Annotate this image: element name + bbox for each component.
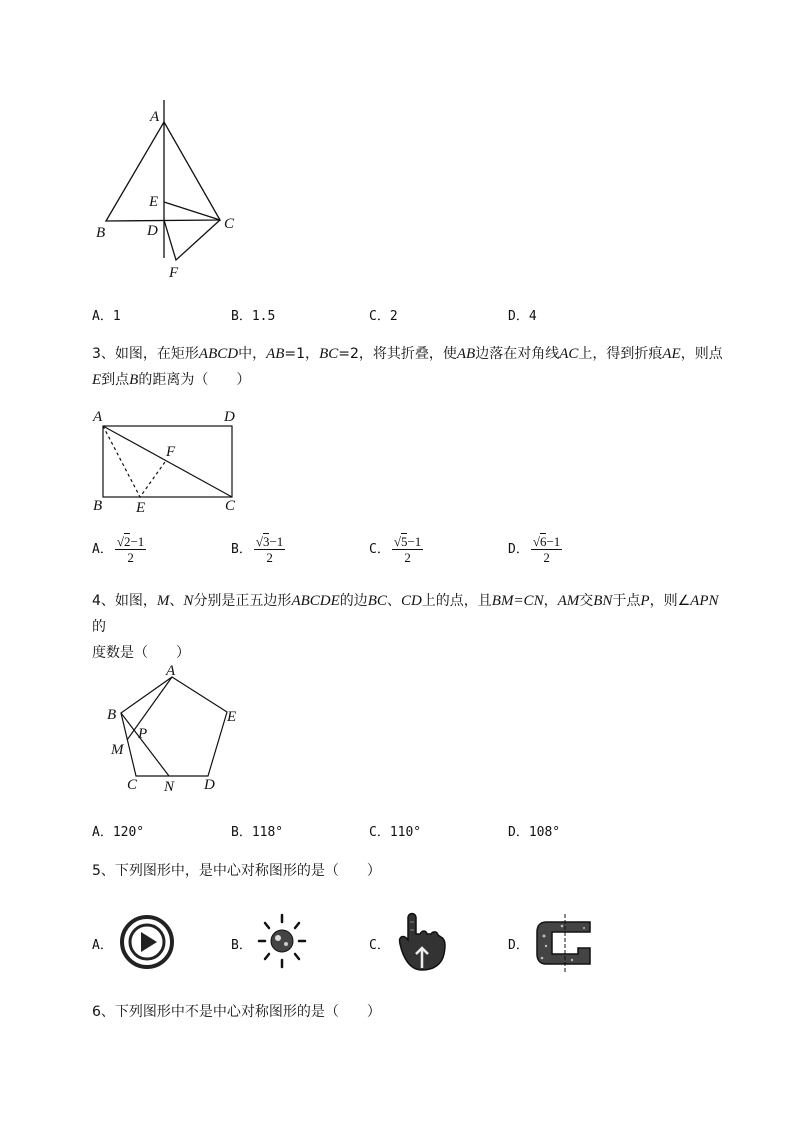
label-m: M (111, 742, 124, 758)
label-n: N (164, 779, 175, 795)
q3-stem: 3、如图，在矩形ABCD中，AB=1，BC=2，将其折叠，使AB边落在对角线AC上，得到折痕AE，则点 E到点B的距离为（ ） (92, 346, 723, 388)
q2-option-d[interactable]: D．4 (508, 309, 537, 324)
triangle-dfc (164, 220, 220, 260)
label-e: E (136, 500, 146, 516)
q5-option-d[interactable]: D． (508, 938, 529, 953)
q4-stem: 4、如图，M、N分别是正五边形ABCDE的边BC、CD上的点，且BM=CN，AM交BN于点P，则∠APN的 度数是（ ） (92, 593, 719, 661)
label-e: E (149, 194, 159, 210)
q4-option-d[interactable]: D．108° (508, 825, 561, 840)
label-c: C (224, 216, 235, 232)
label-a: A (166, 663, 176, 679)
q2-option-b[interactable]: B．1.5 (231, 309, 276, 324)
triangle-abc (106, 122, 220, 221)
q6-stem: 6、下列图形中不是中心对称图形的是（ ） (92, 1004, 381, 1020)
label-b: B (93, 498, 103, 514)
label-d: D (147, 223, 158, 239)
q5-option-a[interactable]: A． (92, 938, 113, 953)
q4-option-a[interactable]: A．120° (92, 825, 145, 840)
q4-option-c[interactable]: C．110° (369, 825, 422, 840)
q3-option-c[interactable]: C． $\frac{√5-1}{2}$ (369, 534, 422, 565)
label-a: A (150, 109, 160, 125)
play-circle-icon (118, 915, 176, 969)
figure-pentagon (100, 660, 250, 795)
hand-icon (394, 910, 450, 972)
q3-option-b[interactable]: B． $\frac{√3-1}{2}$ (231, 534, 284, 565)
label-p: P (138, 726, 148, 742)
figure-triangle-fold (90, 98, 250, 283)
label-b: B (107, 707, 117, 723)
label-c: C (127, 777, 138, 793)
letter-c-icon (532, 912, 598, 974)
sun-icon (256, 911, 308, 971)
q5-stem: 5、下列图形中，是中心对称图形的是（ ） (92, 863, 381, 879)
label-f: F (166, 444, 176, 460)
label-f: F (169, 265, 179, 281)
q2-option-a[interactable]: A．1 (92, 309, 121, 324)
q4-option-b[interactable]: B．118° (231, 825, 284, 840)
figure-rectangle-fold (88, 404, 248, 516)
q3-option-a[interactable]: A． $\frac{√2-1}{2}$ (92, 534, 145, 565)
label-d: D (224, 409, 235, 425)
diagonal-ac (103, 426, 232, 497)
label-e: E (227, 709, 237, 725)
label-b: B (96, 225, 106, 241)
label-c: C (225, 498, 236, 514)
q2-option-c[interactable]: C．2 (369, 309, 398, 324)
label-d: D (204, 777, 215, 793)
label-a: A (93, 409, 103, 425)
q5-option-c[interactable]: C． (369, 938, 390, 953)
fold-lines (103, 426, 165, 497)
q5-option-b[interactable]: B． (231, 938, 252, 953)
q3-option-d[interactable]: D． $\frac{√6-1}{2}$ (508, 534, 561, 565)
